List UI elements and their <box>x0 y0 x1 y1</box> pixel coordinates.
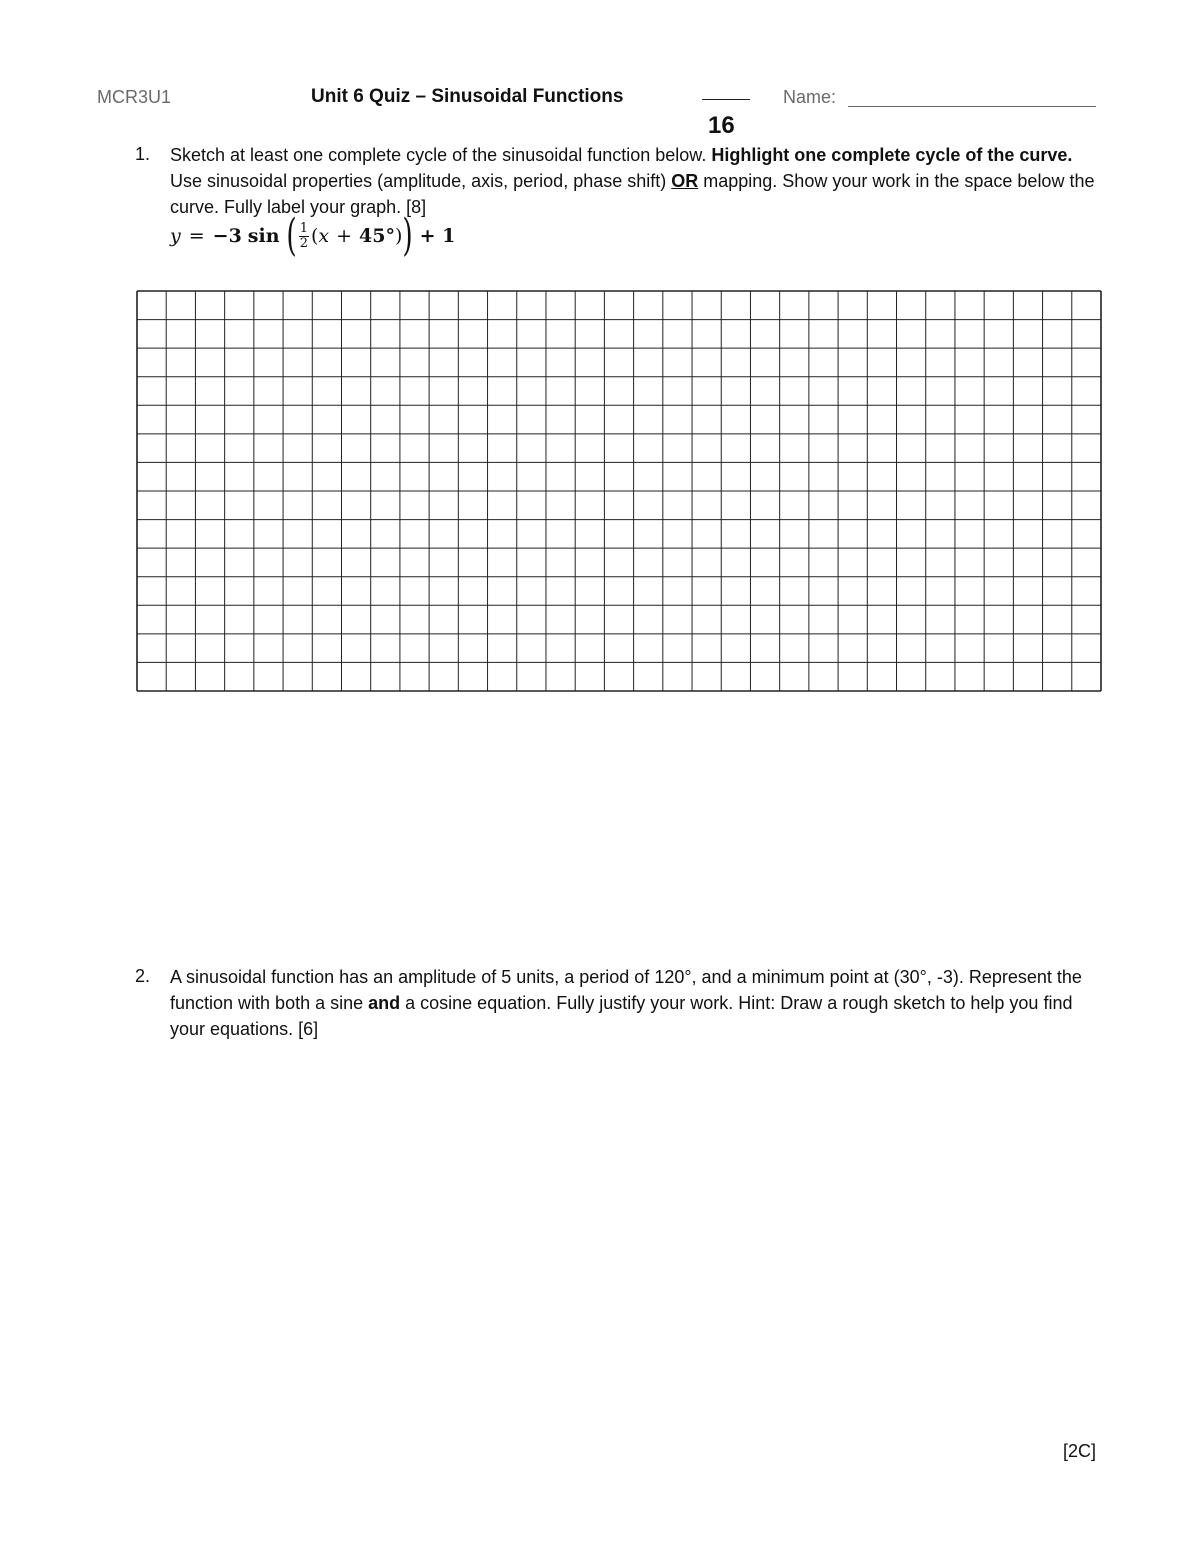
equation-paren-close: ) <box>402 210 414 261</box>
fraction-numerator: 1 <box>299 220 308 236</box>
fraction-denominator: 2 <box>299 235 308 251</box>
question-1-text-part: Sketch at least one complete cycle of the sinusoidal function below. <box>170 145 712 165</box>
graph-paper-grid[interactable] <box>136 290 1102 692</box>
equation-inner-paren-close: ) <box>395 225 403 247</box>
quiz-title: Unit 6 Quiz – Sinusoidal Functions <box>311 86 624 107</box>
question-1-or-emphasis: OR <box>671 171 699 191</box>
question-1-text-part: Use sinusoidal properties (amplitude, axis, period, phase shift) <box>170 171 672 191</box>
equation-coefficient: −3 <box>212 225 242 247</box>
question-2-number: 2. <box>135 966 151 986</box>
name-label: Name: <box>783 87 837 107</box>
equation-function: sin <box>247 225 280 247</box>
equation-lhs: y <box>170 225 181 247</box>
equation-equals: = <box>188 225 205 247</box>
question-1-equation <box>170 210 456 261</box>
score-total: 16 <box>708 112 735 139</box>
question-1-highlight-instruction: Highlight one complete cycle of the curve. <box>711 145 1073 165</box>
score-blank-line[interactable] <box>702 99 750 100</box>
question-2-text-part: a cosine equation. Fully justify your work. Hint: Draw a rough sketch to help you find your equations. [6] <box>170 993 1073 1039</box>
equation-plus: + <box>336 225 353 247</box>
equation-shift: 45° <box>359 225 395 247</box>
question-2-text-part: A sinusoidal function has an amplitude of 5 units, a period of 120°, and a minimum point at (30°, -3). Represent the function with both a sine <box>170 967 1082 1013</box>
course-code: MCR3U1 <box>97 87 172 107</box>
equation-paren-open: ( <box>285 210 297 261</box>
equation-fraction <box>299 222 309 251</box>
equation-inner-paren-open: ( <box>310 225 319 247</box>
question-1-text <box>170 142 1100 220</box>
question-2-text <box>170 964 1100 1042</box>
equation-vertical-term: + 1 <box>419 225 456 247</box>
question-1-text-part: mapping. Show your work in the space below the curve. Fully label your graph. [8] <box>170 171 1095 217</box>
question-1-number: 1. <box>135 144 151 164</box>
question-2-and-emphasis: and <box>368 993 401 1013</box>
equation-variable: x <box>318 225 330 247</box>
page-code: [2C] <box>1063 1441 1097 1461</box>
name-field[interactable] <box>848 106 1096 107</box>
